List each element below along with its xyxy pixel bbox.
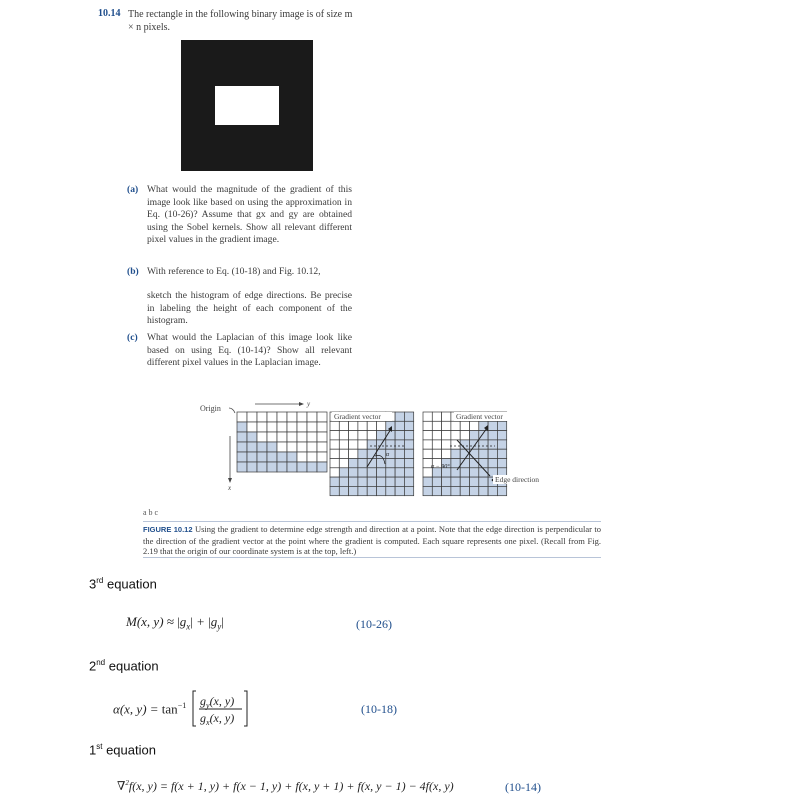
pixel-cell <box>307 442 317 452</box>
pixel-cell <box>423 421 432 430</box>
pixel-cell <box>367 440 376 449</box>
pixel-cell <box>377 477 386 486</box>
pixel-cell <box>395 412 404 421</box>
part-b-continued <box>127 290 353 330</box>
pixel-cell <box>330 459 339 468</box>
pixel-cell <box>451 477 460 486</box>
pixel-cell <box>237 442 247 452</box>
equation-3-heading: 3rd equation <box>89 576 157 592</box>
pixel-cell <box>404 412 413 421</box>
pixel-cell <box>237 452 247 462</box>
pixel-cell <box>277 462 287 472</box>
pixel-cell <box>330 468 339 477</box>
figure-10-12 <box>195 396 555 508</box>
pixel-cell <box>339 477 348 486</box>
pixel-cell <box>432 431 441 440</box>
problem-number: 10.14 <box>98 8 121 19</box>
equation-1-heading: 1st equation <box>89 742 156 758</box>
pixel-cell <box>277 412 287 422</box>
pixel-cell <box>395 440 404 449</box>
pixel-cell <box>267 432 277 442</box>
pixel-cell <box>247 462 257 472</box>
pixel-cell <box>307 422 317 432</box>
pixel-cell <box>423 449 432 458</box>
pixel-cell <box>432 440 441 449</box>
pixel-cell <box>317 452 327 462</box>
grid-panel-a <box>237 412 327 472</box>
figure-panel-labels: a b c <box>143 508 159 517</box>
pixel-cell <box>297 422 307 432</box>
pixel-cell <box>358 449 367 458</box>
pixel-cell <box>497 421 506 430</box>
pixel-cell <box>297 412 307 422</box>
pixel-cell <box>367 468 376 477</box>
pixel-cell <box>432 449 441 458</box>
pixel-cell <box>267 412 277 422</box>
svg-text:gx(x, y): $g_x(x$, y) <box>200 711 235 727</box>
part-b <box>127 266 353 280</box>
pixel-cell <box>358 486 367 495</box>
pixel-cell <box>451 421 460 430</box>
pixel-cell <box>386 477 395 486</box>
pixel-cell <box>451 459 460 468</box>
pixel-cell <box>349 459 358 468</box>
part-c <box>127 332 353 384</box>
pixel-cell <box>395 486 404 495</box>
pixel-cell <box>442 421 451 430</box>
part-b-text: With reference to Eq. (10-18) and Fig. 10.12, <box>147 266 321 277</box>
equation-10-26-number: (10-26) <box>356 617 392 631</box>
pixel-cell <box>488 431 497 440</box>
pixel-cell <box>488 459 497 468</box>
pixel-cell <box>442 477 451 486</box>
pixel-cell <box>287 412 297 422</box>
pixel-cell <box>377 459 386 468</box>
equation-2-heading: 2nd equation <box>89 658 159 674</box>
figure-caption-title: FIGURE 10.12 <box>143 525 193 534</box>
pixel-cell <box>257 462 267 472</box>
equation-10-18-lhs: α(x, $y) = \tan^{-1}$ <box>113 701 187 717</box>
origin-pointer <box>229 408 235 413</box>
pixel-cell <box>257 442 267 452</box>
pixel-cell <box>377 486 386 495</box>
pixel-cell <box>404 486 413 495</box>
pixel-cell <box>404 468 413 477</box>
part-b-label: (b) <box>127 266 139 277</box>
pixel-cell <box>423 486 432 495</box>
pixel-cell <box>404 431 413 440</box>
pixel-cell <box>237 422 247 432</box>
pixel-cell <box>339 459 348 468</box>
figure-caption-text: Using the gradient to determine edge strength and direction at a point. Note that the edge direction is perpendicular to the direction of the gradient vector at the point where the gradient is computed. Each square represents one pixel. (Recall from Fig. 2.19 that the origin of our coordinate system is at the top, left.) <box>143 524 601 556</box>
pixel-cell <box>497 449 506 458</box>
pixel-cell <box>367 477 376 486</box>
pixel-cell <box>442 431 451 440</box>
pixel-cell <box>349 486 358 495</box>
alpha-label-b: α <box>386 452 390 458</box>
alpha-minus-90-label: α − 90° <box>431 464 450 470</box>
pixel-cell <box>367 431 376 440</box>
pixel-cell <box>339 440 348 449</box>
pixel-cell <box>404 421 413 430</box>
pixel-cell <box>247 422 257 432</box>
pixel-cell <box>330 449 339 458</box>
pixel-cell <box>247 452 257 462</box>
pixel-cell <box>497 431 506 440</box>
pixel-cell <box>395 449 404 458</box>
pixel-cell <box>247 442 257 452</box>
pixel-cell <box>297 432 307 442</box>
pixel-cell <box>237 462 247 472</box>
pixel-cell <box>330 431 339 440</box>
pixel-cell <box>460 421 469 430</box>
binary-image-rectangle <box>215 86 279 125</box>
grid-panel-b <box>330 412 414 496</box>
pixel-cell <box>339 421 348 430</box>
pixel-cell <box>460 486 469 495</box>
pixel-cell <box>479 440 488 449</box>
pixel-cell <box>307 462 317 472</box>
pixel-cell <box>395 477 404 486</box>
pixel-cell <box>339 449 348 458</box>
pixel-cell <box>479 431 488 440</box>
pixel-cell <box>339 431 348 440</box>
pixel-cell <box>257 432 267 442</box>
pixel-cell <box>358 477 367 486</box>
pixel-cell <box>339 468 348 477</box>
pixel-cell <box>257 422 267 432</box>
pixel-cell <box>386 468 395 477</box>
pixel-cell <box>395 459 404 468</box>
pixel-cell <box>479 477 488 486</box>
pixel-cell <box>358 431 367 440</box>
pixel-cell <box>377 468 386 477</box>
pixel-cell <box>349 431 358 440</box>
pixel-cell <box>497 440 506 449</box>
pixel-cell <box>470 486 479 495</box>
problem-statement: The rectangle in the following binary image is of size m × n pixels. <box>128 9 353 33</box>
pixel-cell <box>470 468 479 477</box>
origin-label: Origin <box>200 404 221 413</box>
y-axis-label: y <box>307 400 311 408</box>
part-a-label: (a) <box>127 184 139 195</box>
pixel-cell <box>267 452 277 462</box>
pixel-cell <box>404 440 413 449</box>
pixel-cell <box>377 431 386 440</box>
svg-text:gy(x, y): $g_y(x$, y) <box>200 694 235 710</box>
pixel-cell <box>442 486 451 495</box>
part-a-text: What would the magnitude of the gradient of this image look like based on using the approximation in Eq. (10-26)? Assume that gx and gy are obtained using the Sobel kernels. Show all relevant different pixel values in the gradient image. <box>147 184 352 246</box>
pixel-cell <box>479 486 488 495</box>
pixel-cell <box>460 477 469 486</box>
pixel-cell <box>307 452 317 462</box>
x-axis-label: x <box>228 484 232 492</box>
pixel-cell <box>451 431 460 440</box>
pixel-cell <box>277 432 287 442</box>
edge-direction-label: Edge direction <box>495 475 539 484</box>
equation-10-18-fraction <box>192 689 250 729</box>
equation-10-26: M(x, $y) \approx |g_x| + |g_y|$ <box>126 614 224 632</box>
pixel-cell <box>257 412 267 422</box>
pixel-cell <box>358 421 367 430</box>
part-c-text: What would the Laplacian of this image look like based on using Eq. (10-14)? Show all relevant different pixel values in the Laplacian image. <box>147 332 352 369</box>
pixel-cell <box>339 486 348 495</box>
pixel-cell <box>237 432 247 442</box>
pixel-cell <box>247 412 257 422</box>
pixel-cell <box>479 449 488 458</box>
equation-10-14: ∇$^2$f(x, y) = f(x + 1, y) + f(x − 1, y) + f(x, y + 1) + f(x, y − 1) − 4f(x, y) <box>117 779 454 793</box>
pixel-cell <box>432 421 441 430</box>
pixel-cell <box>460 431 469 440</box>
pixel-cell <box>287 462 297 472</box>
pixel-cell <box>317 422 327 432</box>
pixel-cell <box>432 486 441 495</box>
pixel-cell <box>470 459 479 468</box>
part-a <box>127 184 353 262</box>
pixel-cell <box>423 440 432 449</box>
pixel-cell <box>287 432 297 442</box>
pixel-cell <box>404 477 413 486</box>
pixel-cell <box>497 459 506 468</box>
pixel-cell <box>386 459 395 468</box>
pixel-cell <box>358 468 367 477</box>
figure-caption <box>143 524 601 557</box>
pixel-cell <box>349 468 358 477</box>
pixel-cell <box>488 421 497 430</box>
pixel-cell <box>488 486 497 495</box>
pixel-cell <box>317 412 327 422</box>
pixel-cell <box>423 431 432 440</box>
pixel-cell <box>277 442 287 452</box>
pixel-cell <box>349 477 358 486</box>
pixel-cell <box>277 422 287 432</box>
pixel-cell <box>267 462 277 472</box>
pixel-cell <box>297 462 307 472</box>
gradient-vector-label-b: Gradient vector <box>334 412 381 421</box>
pixel-cell <box>432 412 441 421</box>
pixel-cell <box>479 459 488 468</box>
pixel-cell <box>386 440 395 449</box>
pixel-cell <box>267 442 277 452</box>
pixel-cell <box>287 452 297 462</box>
pixel-cell <box>277 452 287 462</box>
pixel-cell <box>267 422 277 432</box>
pixel-cell <box>442 412 451 421</box>
pixel-cell <box>330 477 339 486</box>
pixel-cell <box>297 452 307 462</box>
pixel-cell <box>395 421 404 430</box>
pixel-cell <box>451 486 460 495</box>
pixel-cell <box>317 442 327 452</box>
pixel-cell <box>349 421 358 430</box>
part-c-label: (c) <box>127 332 138 343</box>
caption-rule-bottom <box>143 557 601 558</box>
pixel-cell <box>404 449 413 458</box>
equation-10-14-number: (10-14) <box>505 780 541 794</box>
pixel-cell <box>287 422 297 432</box>
pixel-cell <box>423 412 432 421</box>
pixel-cell <box>470 477 479 486</box>
pixel-cell <box>395 468 404 477</box>
pixel-cell <box>247 432 257 442</box>
pixel-cell <box>257 452 267 462</box>
pixel-cell <box>386 486 395 495</box>
pixel-cell <box>377 421 386 430</box>
pixel-cell <box>349 449 358 458</box>
pixel-cell <box>349 440 358 449</box>
pixel-cell <box>367 486 376 495</box>
pixel-cell <box>470 421 479 430</box>
pixel-cell <box>297 442 307 452</box>
pixel-cell <box>330 486 339 495</box>
pixel-cell <box>488 449 497 458</box>
part-b-continued-text: sketch the histogram of edge directions. Be precise in labeling the height of each component of the histogram. <box>147 290 352 327</box>
pixel-cell <box>358 459 367 468</box>
pixel-cell <box>317 432 327 442</box>
pixel-cell <box>404 459 413 468</box>
pixel-cell <box>367 421 376 430</box>
pixel-cell <box>330 421 339 430</box>
pixel-cell <box>317 462 327 472</box>
pixel-cell <box>358 440 367 449</box>
pixel-cell <box>451 449 460 458</box>
pixel-cell <box>432 477 441 486</box>
equation-10-18-number: (10-18) <box>361 702 397 716</box>
pixel-cell <box>497 486 506 495</box>
pixel-cell <box>423 477 432 486</box>
pixel-cell <box>307 412 317 422</box>
pixel-cell <box>307 432 317 442</box>
pixel-cell <box>488 440 497 449</box>
pixel-cell <box>460 468 469 477</box>
pixel-cell <box>442 440 451 449</box>
pixel-cell <box>470 431 479 440</box>
caption-rule-top <box>143 521 601 522</box>
pixel-cell <box>330 440 339 449</box>
pixel-cell <box>442 449 451 458</box>
pixel-cell <box>395 431 404 440</box>
gradient-vector-label-c: Gradient vector <box>456 412 503 421</box>
pixel-cell <box>237 412 247 422</box>
pixel-cell <box>287 442 297 452</box>
pixel-cell <box>451 468 460 477</box>
